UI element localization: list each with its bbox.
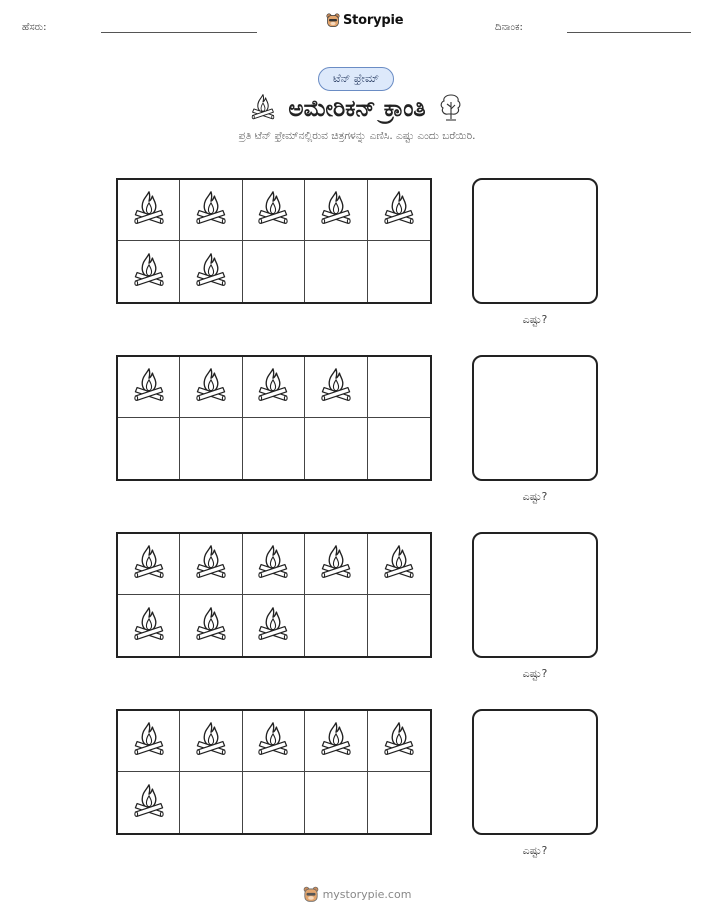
ten-frame-cell: [305, 357, 367, 418]
tree-icon: [438, 92, 464, 126]
ten-frame-cell: [180, 241, 242, 302]
answer-box[interactable]: [472, 355, 598, 481]
ten-frame-cell: [180, 711, 242, 772]
ten-frame-cell: [118, 711, 180, 772]
ten-frame: [116, 178, 432, 304]
ten-frame-cell: [368, 241, 430, 302]
ten-frame-cell: [243, 534, 305, 595]
campfire-icon: [132, 189, 166, 231]
ten-frame-cell: [368, 534, 430, 595]
campfire-icon: [194, 251, 228, 293]
campfire-icon: [256, 543, 290, 585]
ten-frame-cell: [305, 595, 367, 656]
ten-frame-cell: [368, 418, 430, 479]
date-line[interactable]: [567, 32, 691, 33]
title-row: [0, 92, 714, 126]
ten-frame-cell: [368, 772, 430, 833]
ten-frame-cell: [305, 534, 367, 595]
campfire-icon: [319, 720, 353, 762]
ten-frame-cell: [368, 711, 430, 772]
logo-text: Storypie: [343, 12, 404, 28]
ten-frame-cell: [243, 180, 305, 241]
ten-frame-cell: [305, 241, 367, 302]
ten-frame-badge: ಟೆನ್ ಫ್ರೇಮ್: [318, 67, 394, 91]
ten-frame-cell: [180, 595, 242, 656]
campfire-icon: [132, 605, 166, 647]
ten-frame: [116, 355, 432, 481]
ten-frame-cell: [305, 180, 367, 241]
campfire-icon: [132, 782, 166, 824]
page-title: ಅಮೇರಿಕನ್ ಕ್ರಾಂತಿ: [288, 96, 426, 122]
ten-frame: [116, 709, 432, 835]
campfire-icon: [319, 189, 353, 231]
ten-frame-cell: [243, 241, 305, 302]
campfire-icon: [382, 189, 416, 231]
ten-frame-cell: [243, 357, 305, 418]
ten-frame: [116, 532, 432, 658]
campfire-icon: [132, 366, 166, 408]
ten-frame-cell: [305, 418, 367, 479]
ten-frame-cell: [243, 418, 305, 479]
campfire-icon: [250, 92, 276, 126]
bear-mascot-icon: [303, 885, 319, 903]
campfire-icon: [132, 251, 166, 293]
ten-frame-cell: [243, 711, 305, 772]
campfire-icon: [319, 543, 353, 585]
ten-frame-cell: [118, 180, 180, 241]
ten-frame-cell: [243, 595, 305, 656]
campfire-icon: [132, 720, 166, 762]
name-label: ಹೆಸರು:: [22, 22, 47, 33]
campfire-icon: [382, 720, 416, 762]
ten-frame-cell: [368, 595, 430, 656]
ten-frame-cell: [118, 595, 180, 656]
ten-frame-cell: [118, 241, 180, 302]
campfire-icon: [319, 366, 353, 408]
date-label: ದಿನಾಂಕ:: [495, 22, 523, 33]
campfire-icon: [256, 366, 290, 408]
ten-frame-cell: [243, 772, 305, 833]
ten-frame-cell: [305, 772, 367, 833]
how-many-label: ಎಷ್ಟು?: [522, 490, 548, 503]
campfire-icon: [194, 720, 228, 762]
ten-frame-cell: [180, 772, 242, 833]
answer-box[interactable]: [472, 709, 598, 835]
campfire-icon: [132, 543, 166, 585]
campfire-icon: [194, 366, 228, 408]
ten-frame-cell: [118, 772, 180, 833]
campfire-icon: [256, 605, 290, 647]
campfire-icon: [382, 543, 416, 585]
ten-frame-cell: [118, 357, 180, 418]
campfire-icon: [194, 605, 228, 647]
ten-frame-cell: [180, 534, 242, 595]
ten-frame-cell: [180, 357, 242, 418]
footer: [0, 885, 714, 903]
ten-frame-cell: [118, 534, 180, 595]
ten-frame-cell: [118, 418, 180, 479]
ten-frame-cell: [368, 180, 430, 241]
ten-frame-cell: [180, 418, 242, 479]
campfire-icon: [194, 543, 228, 585]
ten-frame-cell: [180, 180, 242, 241]
how-many-label: ಎಷ್ಟು?: [522, 667, 548, 680]
how-many-label: ಎಷ್ಟು?: [522, 313, 548, 326]
ten-frame-cell: [305, 711, 367, 772]
name-line[interactable]: [101, 32, 257, 33]
campfire-icon: [256, 720, 290, 762]
answer-box[interactable]: [472, 532, 598, 658]
how-many-label: ಎಷ್ಟು?: [522, 844, 548, 857]
instructions: ಪ್ರತಿ ಟೆನ್ ಫ್ರೇಮ್‌ನಲ್ಲಿರುವ ಚಿತ್ರಗಳನ್ನು ಎಣಿಸಿ. ಎಷ್ಟು ಎಂದು ಬರೆಯಿರಿ.: [238, 130, 476, 142]
footer-site: mystorypie.com: [322, 887, 412, 901]
storypie-logo: [326, 12, 403, 28]
ten-frame-cell: [368, 357, 430, 418]
campfire-icon: [256, 189, 290, 231]
bear-mascot-icon: [326, 12, 340, 28]
campfire-icon: [194, 189, 228, 231]
answer-box[interactable]: [472, 178, 598, 304]
